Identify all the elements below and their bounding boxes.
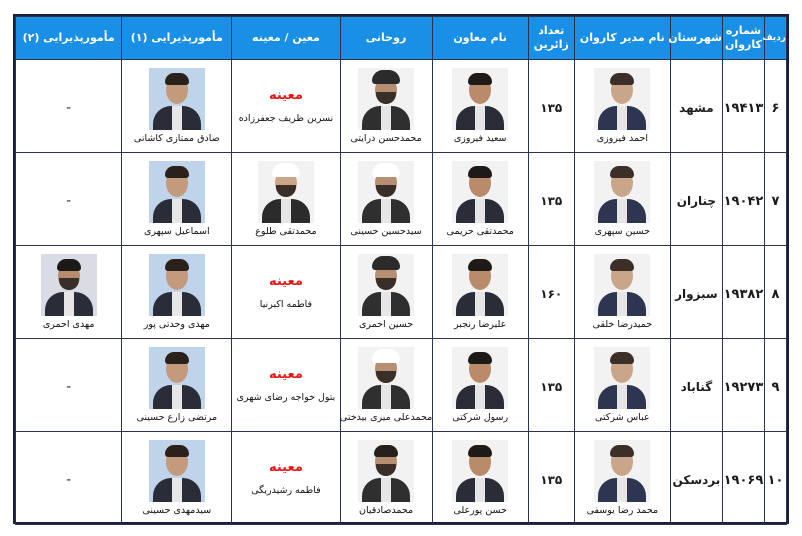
mamur2-value: - (66, 378, 72, 395)
karvan_no-value: ۱۹۰۶۹ (723, 472, 764, 488)
cleric-cell (340, 60, 432, 153)
mamur2-value: - (66, 192, 72, 209)
count-value: ۱۶۰ (540, 286, 563, 301)
count-cell (528, 246, 574, 339)
count-value: ۱۳۵ (540, 100, 563, 115)
radif-value: ۱۰ (767, 472, 784, 488)
manager-name: محمد رضا یوسفی (586, 505, 659, 516)
cleric-cell (340, 339, 432, 432)
karvan_no-cell (722, 153, 764, 246)
assistant-name: محمدتقی حریمی (446, 226, 514, 237)
manager-name: حسین سپهری (594, 226, 650, 237)
mamur1-cell (122, 60, 232, 153)
mamur1-cell (122, 153, 232, 246)
karvan_no-value: ۱۹۲۷۳ (723, 379, 764, 395)
muina-cell (232, 432, 340, 525)
count-cell (528, 432, 574, 525)
cleric-name: محمدصادقیان (358, 505, 414, 516)
manager-cell (574, 432, 670, 525)
header-mamur2: مأمورپذیرایی (۲) (16, 17, 122, 60)
cleric-photo (358, 440, 414, 502)
mamur2-value: - (66, 99, 72, 116)
city-value: چناران (676, 193, 717, 208)
radif-value: ۸ (771, 286, 780, 302)
muina-label: معینه (268, 460, 303, 475)
header-karvan-no: شماره کاروان (722, 17, 764, 60)
table-row (16, 432, 787, 525)
city-cell (670, 60, 722, 153)
mamur2-cell (16, 246, 122, 339)
city-value: بردسکن (672, 472, 721, 487)
count-value: ۱۳۵ (540, 193, 563, 208)
header-city: شهرستان (670, 17, 722, 60)
radif-value: ۹ (771, 379, 780, 395)
mamur1-photo (149, 161, 205, 223)
radif-value: ۷ (771, 193, 780, 209)
city-value: گناباد (680, 379, 713, 394)
mamur1-photo (149, 440, 205, 502)
mamur2-cell (16, 60, 122, 153)
karvan_no-value: ۱۹۴۱۳ (723, 100, 764, 116)
manager-cell (574, 153, 670, 246)
karvan_no-cell (722, 432, 764, 525)
karvan_no-cell (722, 339, 764, 432)
header-assistant: نام معاون (432, 17, 528, 60)
radif-cell (764, 339, 786, 432)
karvan-table-frame (13, 14, 789, 524)
radif-cell (764, 432, 786, 525)
count-cell (528, 153, 574, 246)
assistant-cell (432, 246, 528, 339)
mamur2-cell (16, 153, 122, 246)
manager-cell (574, 339, 670, 432)
assistant-photo (452, 347, 508, 409)
cleric-photo (358, 254, 414, 316)
muina-label: معینه (268, 88, 303, 103)
manager-cell (574, 60, 670, 153)
assistant-photo (452, 254, 508, 316)
muina-label: معینه (268, 274, 303, 289)
mamur1-name: مهدی وحدتی پور (143, 319, 210, 330)
muina-cell (232, 60, 340, 153)
assistant-name: علیرضا رنجبر (453, 319, 507, 330)
city-cell (670, 339, 722, 432)
radif-cell (764, 60, 786, 153)
manager-name: حمیدرضا خلقی (592, 319, 653, 330)
table-row (16, 60, 787, 153)
count-value: ۱۳۵ (540, 379, 563, 394)
manager-photo (594, 254, 650, 316)
assistant-name: سعید فیروزی (453, 133, 507, 144)
cleric-photo (358, 68, 414, 130)
header-muina: معین / معینه (232, 17, 340, 60)
manager-photo (594, 347, 650, 409)
karvan_no-cell (722, 60, 764, 153)
mamur2-cell (16, 339, 122, 432)
muina-cell (232, 339, 340, 432)
cleric-name: محمدعلی میری بیدختی (339, 412, 433, 423)
muina-cell (232, 246, 340, 339)
cleric-cell (340, 153, 432, 246)
muina-name: بتول خواجه رضای شهری (236, 392, 336, 403)
karvan_no-value: ۱۹۰۴۲ (723, 193, 764, 209)
mamur1-photo (149, 347, 205, 409)
radif-cell (764, 246, 786, 339)
mamur2-value: - (66, 471, 72, 488)
table-row (16, 153, 787, 246)
cleric-photo (358, 161, 414, 223)
assistant-name: رسول شرکتی (452, 412, 509, 423)
assistant-cell (432, 432, 528, 525)
manager-name: احمد فیروزی (596, 133, 648, 144)
header-mamur1: مأمورپذیرایی (۱) (122, 17, 232, 60)
mamur1-name: سیدمهدی حسینی (142, 505, 212, 516)
cleric-photo (358, 347, 414, 409)
mamur1-photo (149, 68, 205, 130)
mamur1-cell (122, 339, 232, 432)
cleric-name: محمدحسن درایتی (350, 133, 422, 144)
cleric-cell (340, 432, 432, 525)
count-cell (528, 60, 574, 153)
table-row (16, 246, 787, 339)
assistant-photo (452, 161, 508, 223)
city-value: سبزوار (675, 286, 718, 301)
city-cell (670, 432, 722, 525)
city-value: مشهد (679, 100, 714, 115)
count-value: ۱۳۵ (540, 472, 563, 487)
muina-label: معینه (268, 367, 303, 382)
mamur2-cell (16, 432, 122, 525)
muina-photo (258, 161, 314, 223)
mamur1-name: اسماعیل سپهری (144, 226, 210, 237)
radif-value: ۶ (771, 100, 780, 116)
karvan_no-cell (722, 246, 764, 339)
city-cell (670, 153, 722, 246)
muina-name: نسرین ظریف جعفرزاده (238, 113, 334, 124)
cleric-name: حسین احمری (358, 319, 414, 330)
header-manager: نام مدیر کاروان (574, 17, 670, 60)
muina_name-cell (232, 153, 340, 246)
assistant-photo (452, 68, 508, 130)
karvan_no-value: ۱۹۳۸۲ (723, 286, 764, 302)
radif-cell (764, 153, 786, 246)
assistant-name: حسن پورعلی (453, 505, 507, 516)
muina-name: فاطمه اکبرنیا (259, 299, 313, 310)
count-cell (528, 339, 574, 432)
city-cell (670, 246, 722, 339)
manager-photo (594, 440, 650, 502)
muina-name: فاطمه رشیدریگی (251, 485, 321, 496)
mamur1-cell (122, 432, 232, 525)
mamur1-photo (149, 254, 205, 316)
mamur1-cell (122, 246, 232, 339)
assistant-cell (432, 153, 528, 246)
table-row (16, 339, 787, 432)
manager-cell (574, 246, 670, 339)
assistant-photo (452, 440, 508, 502)
muina_name-name: محمدتقی طلوع (255, 226, 317, 237)
header-count: تعداد زائرین (528, 17, 574, 60)
header-radif: ردیف (764, 17, 786, 60)
karvan-table (15, 16, 787, 525)
cleric-name: سیدحسین حسینی (350, 226, 422, 237)
mamur2-name: مهدی احمری (42, 319, 95, 330)
mamur1-name: مرتضی زارع حسینی (136, 412, 218, 423)
header-cleric: روحانی (340, 17, 432, 60)
assistant-cell (432, 60, 528, 153)
manager-photo (594, 68, 650, 130)
mamur1-name: صادق ممتازی کاشانی (133, 133, 220, 144)
manager-photo (594, 161, 650, 223)
assistant-cell (432, 339, 528, 432)
manager-name: عباس شرکتی (595, 412, 650, 423)
mamur2-photo (41, 254, 97, 316)
cleric-cell (340, 246, 432, 339)
